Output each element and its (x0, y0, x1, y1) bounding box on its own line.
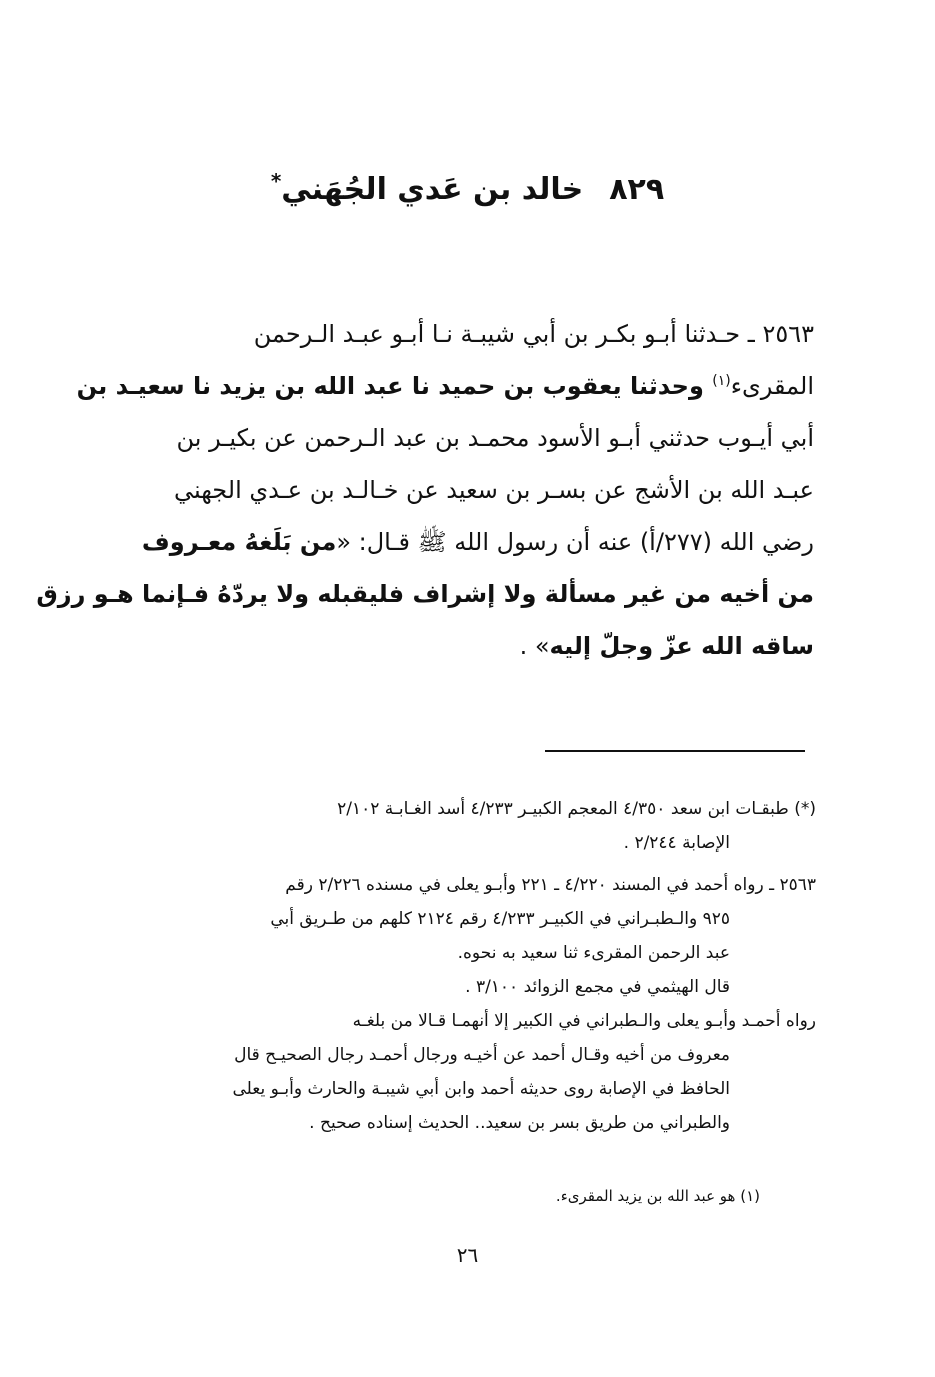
closing-quote: » . (519, 632, 550, 660)
entry-heading (0, 170, 935, 210)
footnote-reference: (١) (712, 373, 731, 389)
matn-text: من أخيه من غير مسألة ولا إشراف فليقبله ولا يردّهُ فـإنما هـو رزق (36, 580, 814, 608)
hadith-line-bold: وحدثنا يعقوب بن حميد نا عبد الله بن يزيد نا سعيـد بن (76, 372, 713, 400)
sources-line: (*) طبقـات ابن سعد ٤/٣٥٠ المعجم الكبيـر ٤/٢٣٣ أسد الغـابـة ٢/١٠٢ (337, 799, 816, 819)
hadith-line (132, 516, 814, 568)
page-number: ٢٦ (456, 1243, 479, 1267)
isnad-end: رضي الله (٢٧٧/أ) عنه أن رسول الله ﷺ قـال: « (336, 528, 814, 556)
matn-end: ساقه الله عزّ وجلّ إليه (549, 632, 814, 660)
hadith-text (36, 308, 814, 672)
editor-footnote: (١) هو عبد الله بن يزيد المقرىء. (555, 1187, 760, 1205)
hadith-line (36, 568, 814, 620)
matn-start: من بَلَغهُ معـروف (141, 528, 337, 556)
haythami-line: الحافظ في الإصابة روى حديثه أحمد وابن أبي شيبـة والحارث وأبـو يعلى (232, 1079, 730, 1099)
takhrij-line: عبد الرحمن المقرىء ثنا سعيد به نحوه. (457, 943, 730, 963)
hadith-line: أبي أيـوب حدثني أبـو الأسود محمـد بن عبد الـرحمن عن بكيـر بن (176, 424, 814, 452)
entry-number: ٨٢٩ (609, 172, 665, 207)
haythami-line: قال الهيثمي في مجمع الزوائد ٣/١٠٠ . (465, 977, 730, 997)
sources-line: الإصابة ٢/٢٤٤ . (623, 833, 730, 853)
hadith-line (76, 360, 814, 412)
haythami-line: معروف من أخيه وقـال أحمد عن أخيـه ورجال أحمـد رجال الصحيـح قال (234, 1045, 730, 1065)
haythami-line: والطبراني من طريق بسر بن سعيد.. الحديث إسناده صحيح . (309, 1113, 730, 1133)
source-marker: * (270, 169, 282, 193)
entry-title: خالد بن عَدي الجُهَني (281, 172, 584, 207)
takhrij-line: ٢٥٦٣ ـ رواه أحمد في المسند ٤/٢٢٠ ـ ٢٢١ وأبـو يعلى في مسنده ٢/٢٢٦ رقم (285, 875, 816, 895)
footnote-divider (545, 750, 805, 752)
spacer (128, 860, 816, 868)
footnotes-block (128, 792, 816, 1140)
narrator-name: المقرىء (730, 372, 814, 400)
hadith-line (132, 620, 814, 672)
hadith-line: عبـد الله بن الأشج عن بسـر بن سعيد عن خـالـد بن عـدي الجهني (173, 476, 814, 504)
hadith-line: ٢٥٦٣ ـ حـدثنا أبـو بكـر بن أبي شيبـة نـا أبـو عبـد الـرحمن (253, 320, 814, 348)
haythami-line: رواه أحمـد وأبـو يعلى والـطبراني في الكبير إلا أنهمـا قـالا من بلغـه (352, 1011, 816, 1031)
takhrij-line: ٩٢٥ والـطبـراني في الكبيـر ٤/٢٣٣ رقم ٢١٢٤ كلهم من طـريق أبي (270, 909, 730, 929)
